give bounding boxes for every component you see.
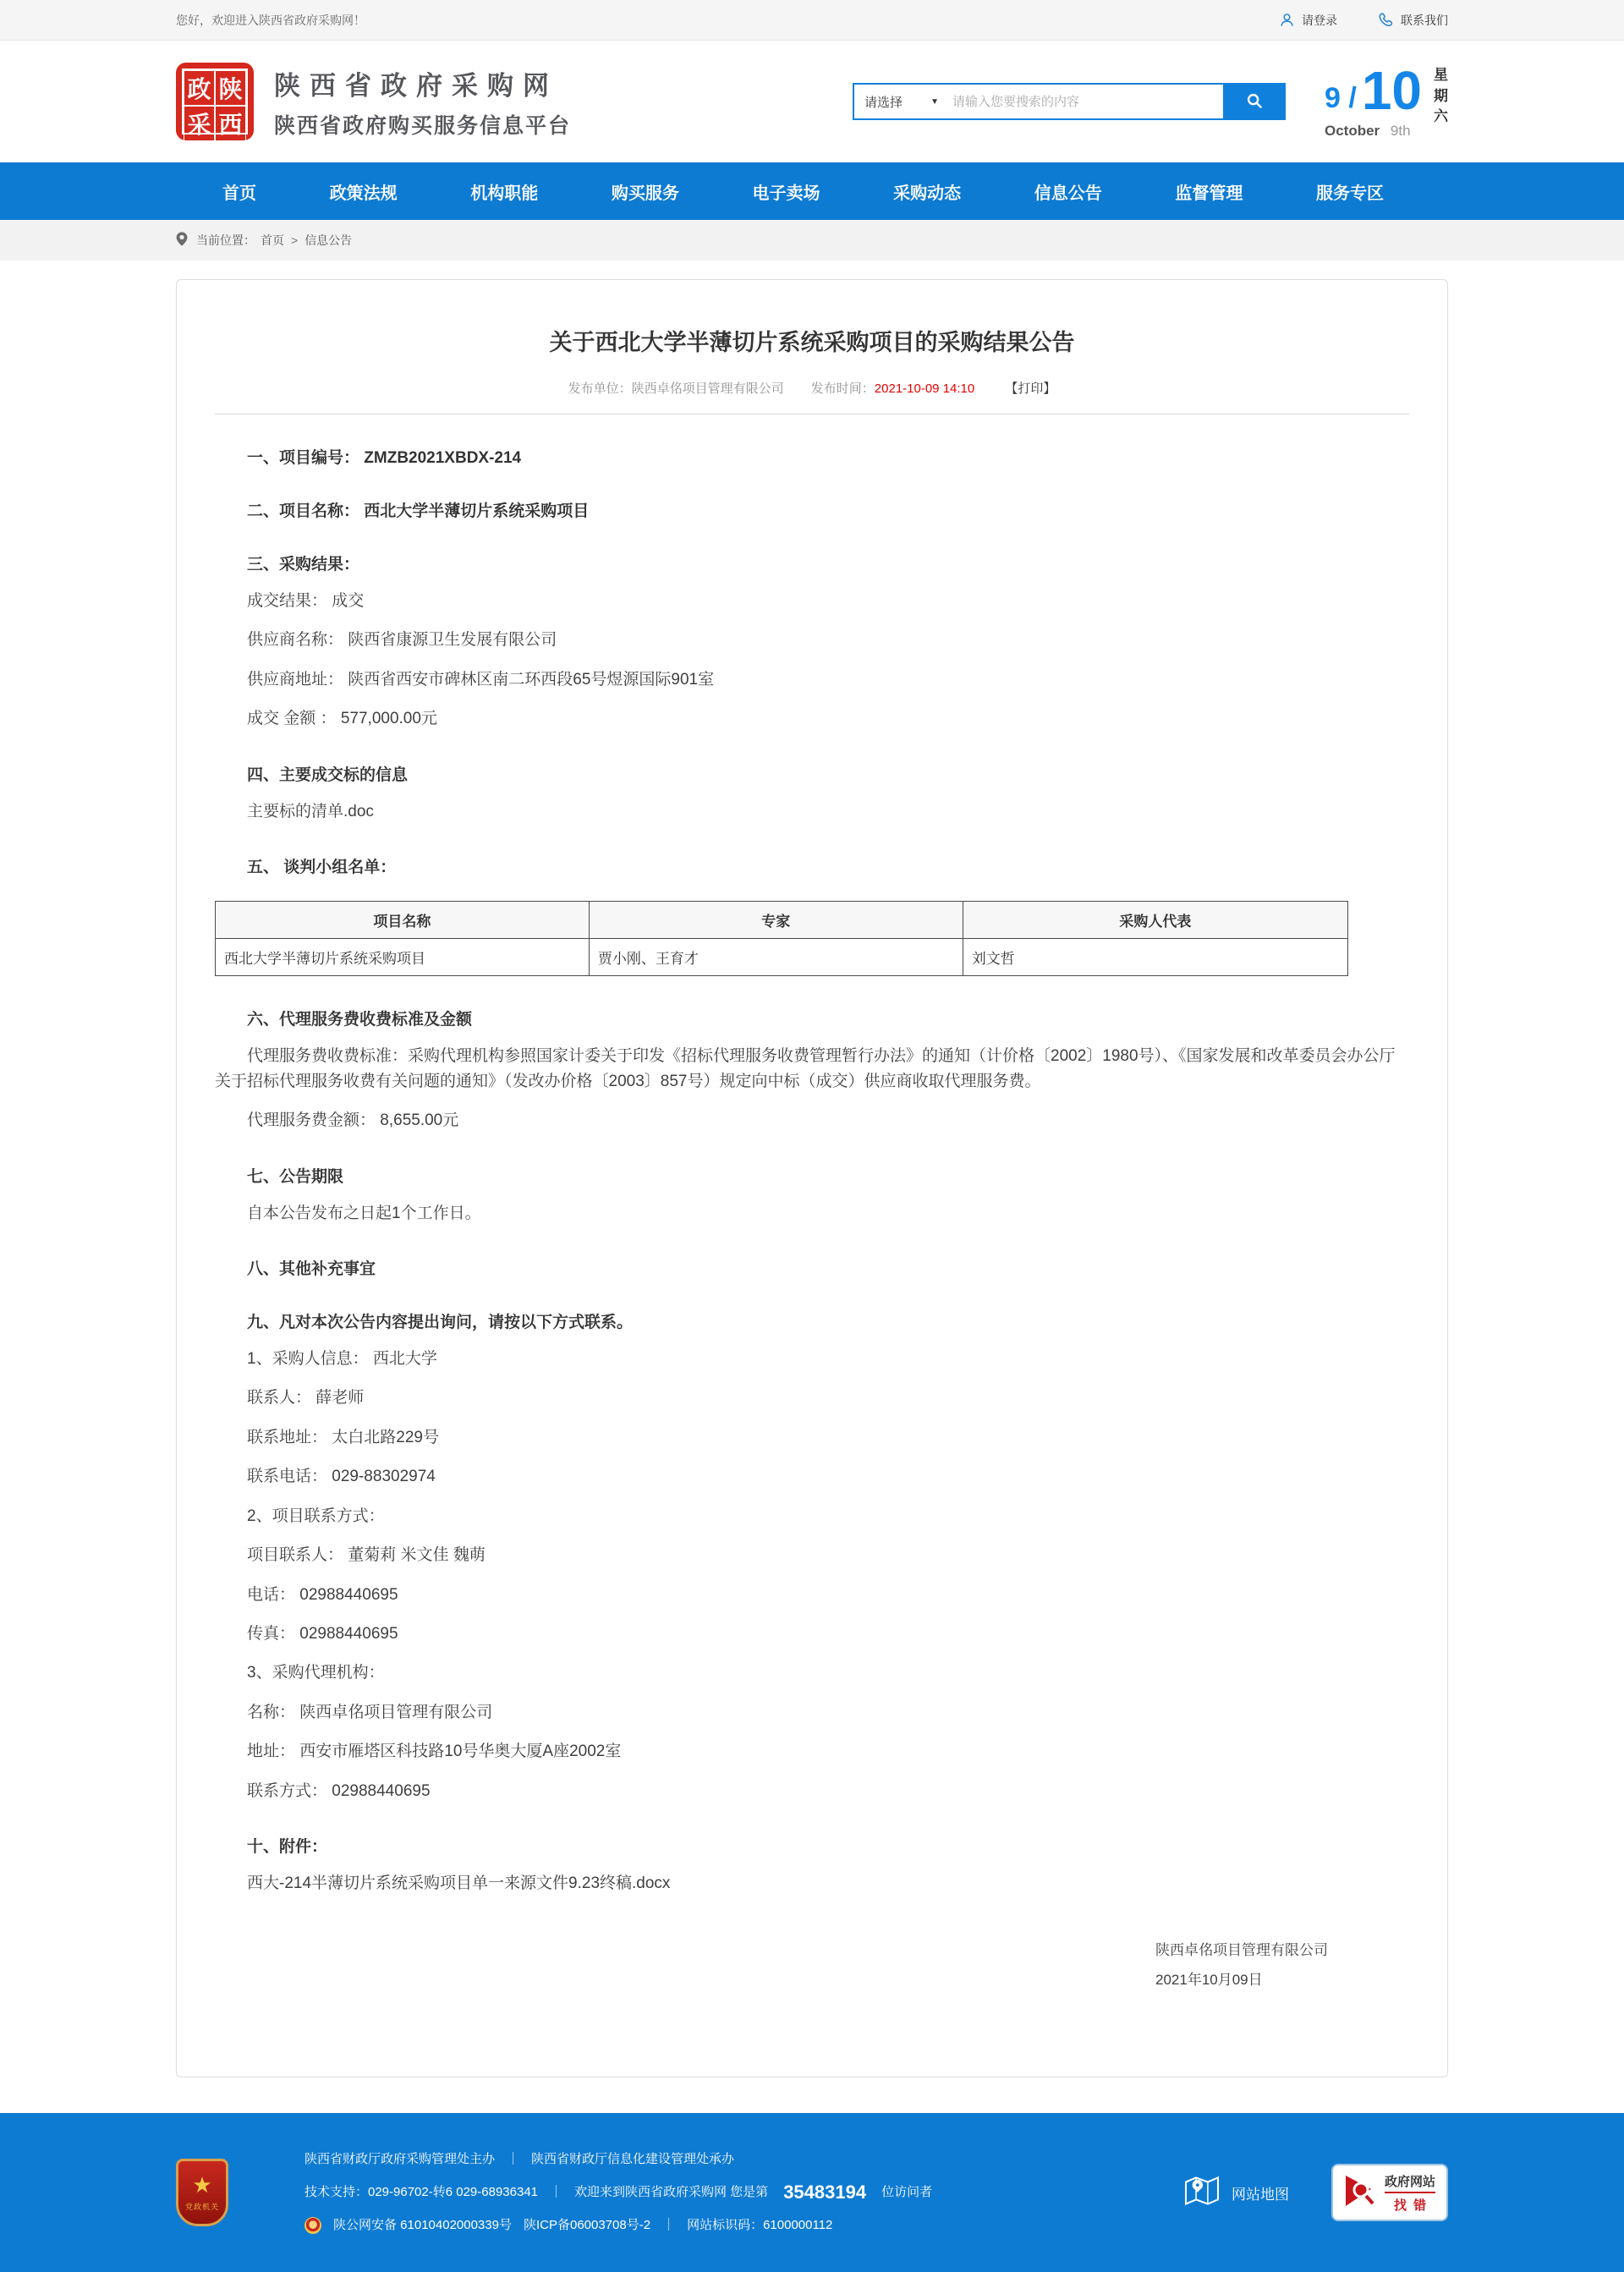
supplier-address: 供应商地址： 陕西省西安市碑林区南二环西段65号煜源国际901室 — [247, 670, 715, 689]
section-project-name: 二、项目名称： 西北大学半薄切片系统采购项目 — [247, 502, 590, 520]
agency-contact: 联系方式： 02988440695 — [247, 1781, 431, 1800]
breadcrumb — [176, 220, 1448, 261]
supplier-name: 供应商名称： 陕西省康源卫生发展有限公司 — [247, 631, 557, 650]
breadcrumb-separator: > — [291, 233, 299, 247]
footer-host-line: 陕西省财政厅政府采购管理处主办 ｜ 陕西省财政厅信息化建设管理处承办 — [304, 2149, 932, 2170]
publish-time-value: 2021-10-09 14:10 — [874, 381, 975, 396]
article-title: 关于西北大学半薄切片系统采购项目的采购结果公告 — [549, 330, 1075, 355]
map-icon — [1184, 2175, 1220, 2211]
date-day-number: 10 — [1361, 60, 1422, 121]
purchaser-contact-address: 联系地址： 太白北路229号 — [247, 1428, 439, 1446]
topbar — [0, 0, 1624, 41]
police-badge-icon — [304, 2217, 321, 2234]
article-meta — [215, 379, 1409, 414]
project-contact-fax: 传真： 02988440695 — [247, 1625, 398, 1643]
project-contact-heading: 2、项目联系方式： — [247, 1506, 385, 1525]
breadcrumb-current: 信息公告 — [304, 233, 353, 247]
site-subtitle: 陕西省政府购买服务信息平台 — [274, 113, 572, 138]
search-box — [853, 83, 1286, 120]
nav-item-functions[interactable]: 机构职能 — [470, 184, 539, 203]
search-input[interactable] — [949, 85, 1223, 118]
date-month-en: October — [1325, 123, 1380, 139]
signature-company: 陕西卓佲项目管理有限公司 — [1155, 1941, 1328, 1958]
purchaser-contact-person: 联系人： 薛老师 — [247, 1389, 365, 1408]
nav-item-purchase-services[interactable]: 购买服务 — [611, 184, 679, 203]
main-nav — [0, 162, 1624, 220]
main-deal-list-file[interactable]: 主要标的清单.doc — [247, 802, 374, 820]
icp-record-number[interactable]: 陕ICP备06003708号-2 — [523, 2217, 651, 2232]
footer-welcome-suffix: 位访问者 — [881, 2185, 933, 2199]
nav-item-policies[interactable]: 政策法规 — [329, 184, 398, 203]
section-agency-fee: 六、代理服务费收费标准及金额 — [247, 1011, 473, 1029]
breadcrumb-home[interactable]: 首页 — [261, 233, 284, 247]
section-project-number: 一、项目编号： ZMZB2021XBDX-214 — [247, 449, 522, 467]
contact-link[interactable]: 联系我们 — [1378, 12, 1448, 29]
nav-item-procurement-news[interactable]: 采购动态 — [893, 184, 962, 203]
gov-site-find-error-badge[interactable] — [1331, 2164, 1448, 2221]
project-contact-persons: 项目联系人： 董菊莉 米文佳 魏萌 — [247, 1546, 486, 1565]
agency-fee-standard: 代理服务费收费标准：采购代理机构参照国家计委关于印发《招标代理服务收费管理暂行办法》的通知（计价格〔2002〕1980号）、《国家发展和改革委员会办公厅关于招标代理服务收费有关问题的通知》（发改办价格〔2003〕857号）规定向中标（成交）供应商收取代理服务费。 — [215, 1047, 1396, 1090]
user-icon — [1279, 12, 1295, 28]
find-error-sub: 找错 — [1393, 2198, 1433, 2213]
announcement-period-text: 自本公告发布之日起1个工作日。 — [247, 1204, 481, 1222]
agency-fee-amount: 代理服务费金额： 8,655.00元 — [247, 1111, 459, 1130]
publisher-label: 发布单位： — [568, 381, 632, 396]
deal-amount: 成交 金额 ： 577,000.00元 — [247, 710, 437, 728]
footer-host-secondary: 陕西省财政厅信息化建设管理处承办 — [531, 2152, 735, 2167]
print-button[interactable]: 【打印】 — [1005, 381, 1056, 396]
nav-item-announcements[interactable]: 信息公告 — [1034, 184, 1102, 203]
site-name: 陕西省政府采购网 — [274, 70, 558, 101]
publisher-value: 陕西卓佲项目管理有限公司 — [631, 381, 784, 396]
date-widget — [1325, 60, 1448, 140]
site-header — [0, 41, 1624, 162]
purchaser-info: 1、采购人信息： 西北大学 — [247, 1349, 437, 1368]
section-main-deal-info: 四、主要成交标的信息 — [247, 766, 409, 784]
publish-time-label: 发布时间： — [810, 381, 875, 396]
footer-host-primary: 陕西省财政厅政府采购管理处主办 — [304, 2152, 496, 2167]
nav-item-e-mall[interactable]: 电子卖场 — [752, 184, 820, 203]
col-project-name: 项目名称 — [216, 902, 590, 939]
psb-record-number[interactable]: 陕公网安备 61010402000339号 — [333, 2217, 512, 2232]
col-purchaser-rep: 采购人代表 — [963, 902, 1347, 939]
find-error-title: 政府网站 — [1385, 2172, 1435, 2193]
table-header-row — [216, 902, 1348, 939]
section-announcement-period: 七、公告期限 — [247, 1167, 344, 1186]
search-button[interactable] — [1223, 83, 1286, 120]
footer-tech-support: 技术支持：029-96702-转6 029-68936341 — [304, 2185, 538, 2199]
breadcrumb-bar — [0, 220, 1624, 261]
find-error-magnifier-icon — [1344, 2172, 1378, 2214]
table-row — [216, 939, 1348, 976]
section-attachments: 十、附件： — [247, 1838, 328, 1857]
nav-item-service-zone[interactable]: 服务专区 — [1316, 184, 1384, 203]
chevron-down-icon: ▼ — [930, 96, 939, 107]
purchaser-contact-phone: 联系电话： 029-88302974 — [247, 1468, 436, 1486]
nav-item-supervision[interactable]: 监督管理 — [1175, 184, 1243, 203]
search-category-select[interactable]: 请选择 ▼ — [864, 95, 939, 110]
date-month-number: 9 / — [1325, 82, 1357, 114]
footer-record-line: 陕公网安备 61010402000339号 陕ICP备06003708号-2 ｜ 网站标识码：6100000112 — [304, 2215, 932, 2236]
main-content — [0, 261, 1624, 2113]
location-pin-icon — [176, 232, 191, 249]
date-day-en: 9th — [1390, 123, 1411, 139]
project-contact-phone: 电话： 02988440695 — [247, 1585, 398, 1604]
cell-project-name: 西北大学半薄切片系统采购项目 — [216, 939, 590, 976]
attachment-file-link[interactable]: 西大-214半薄切片系统采购项目单一来源文件9.23终稿.docx — [247, 1874, 671, 1893]
agency-address: 地址： 西安市雁塔区科技路10号华奥大厦A座2002室 — [247, 1742, 622, 1761]
agency-heading: 3、采购代理机构： — [247, 1664, 385, 1682]
phone-icon — [1378, 12, 1394, 28]
section-other-matters: 八、其他补充事宜 — [247, 1259, 376, 1278]
section-contact-methods: 九、凡对本次公告内容提出询问，请按以下方式联系。 — [247, 1313, 634, 1331]
cell-purchaser-rep: 刘文哲 — [963, 939, 1347, 976]
visitor-count: 35483194 — [783, 2181, 867, 2203]
section-procurement-result: 三、采购结果： — [247, 556, 360, 573]
signature-date: 2021年10月09日 — [1155, 1972, 1263, 1989]
section-negotiation-team: 五、 谈判小组名单： — [247, 859, 397, 877]
party-government-badge-icon: ★ 党政机关 — [176, 2159, 228, 2226]
deal-result: 成交结果： 成交 — [247, 592, 365, 610]
col-experts: 专家 — [589, 902, 963, 939]
negotiation-team-table — [215, 901, 1348, 976]
welcome-text: 您好，欢迎进入陕西省政府采购网！ — [176, 13, 365, 27]
site-logo[interactable]: 政 陕 采 西 — [176, 63, 254, 140]
signature-block — [1155, 1935, 1409, 1995]
party-government-badge-label: 党政机关 — [184, 2202, 219, 2211]
sitemap-link[interactable]: 网站地图 — [1184, 2175, 1289, 2211]
agency-name: 名称： 陕西卓佲项目管理有限公司 — [247, 1703, 493, 1721]
site-identification-code: 网站标识码：6100000112 — [687, 2217, 833, 2232]
nav-item-home[interactable]: 首页 — [222, 184, 256, 203]
search-icon — [1245, 91, 1264, 113]
footer — [0, 2113, 1624, 2272]
breadcrumb-label: 当前位置： — [196, 233, 255, 247]
cell-experts: 贾小刚、王育才 — [589, 939, 963, 976]
footer-welcome-prefix: 欢迎来到陕西省政府采购网 您是第 — [574, 2185, 769, 2199]
login-link[interactable]: 请登录 — [1279, 12, 1337, 29]
article-card — [176, 279, 1448, 2077]
footer-support-line: 技术支持：029-96702-转6 029-68936341 ｜ 欢迎来到陕西省政府采购网 您是第 35483194 位访问者 — [304, 2177, 932, 2207]
date-weekday: 星 期 六 — [1434, 67, 1448, 125]
